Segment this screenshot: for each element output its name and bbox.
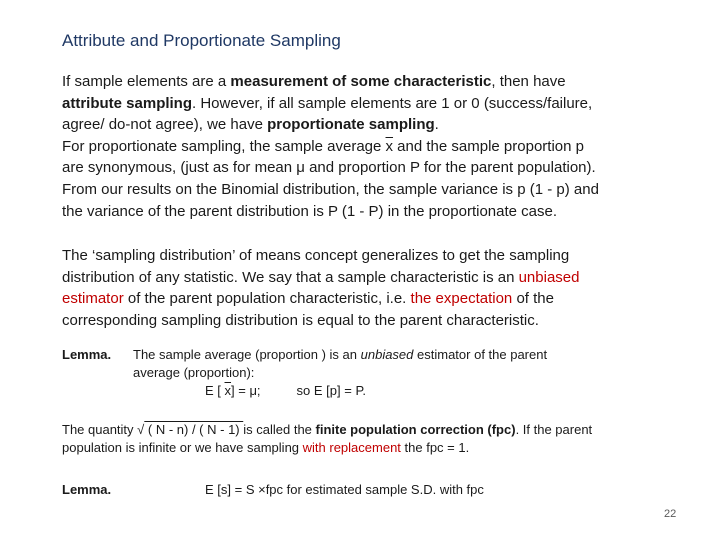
unbiased-term: unbiased bbox=[518, 268, 580, 286]
lemma1-l1-text: The sample average (proportion ) is an bbox=[133, 347, 361, 362]
fpc-l2-tail: the fpc = 1. bbox=[400, 440, 470, 455]
p2-line-3 bbox=[62, 288, 672, 310]
p2-line-2 bbox=[62, 267, 672, 289]
fpc-quantity-text: The quantity √ bbox=[62, 422, 145, 437]
proportionate-sampling-term: proportionate sampling bbox=[267, 116, 435, 134]
fpc-l1-tail: . If the parent bbox=[515, 422, 593, 437]
measurement-term: measurement of some characteristic bbox=[230, 73, 492, 90]
lemma1-equation bbox=[133, 382, 547, 400]
expectation-term: the expectation bbox=[410, 290, 513, 308]
p1-l4-tail: and the sample proportion p bbox=[393, 137, 584, 155]
slide-title: Attribute and Proportionate Sampling bbox=[62, 31, 341, 50]
lemma1-line-1 bbox=[133, 346, 547, 364]
with-replacement-term: with replacement bbox=[302, 440, 401, 455]
p1-l4-text: For proportionate sampling, the sample average bbox=[62, 137, 386, 155]
p1-line-1 bbox=[62, 71, 672, 93]
eq-part-b: ] = μ; bbox=[231, 383, 261, 398]
p1-l1-tail: , then have bbox=[491, 73, 566, 90]
p2-l2-text: distribution of any statistic. We say that a sample characteristic is an bbox=[62, 268, 519, 286]
lemma1-label: Lemma. bbox=[62, 347, 112, 362]
p1-line-4 bbox=[62, 136, 672, 158]
attribute-sampling-term: attribute sampling bbox=[62, 94, 193, 112]
p1-line-5: are synonymous, (just as for mean μ and proportion P for the parent population). bbox=[62, 159, 596, 177]
lemma2-body: E [s] = S ×fpc for estimated sample S.D. with fpc bbox=[205, 482, 484, 497]
fpc-line-2 bbox=[62, 439, 592, 457]
p1-line-6: From our results on the Binomial distribution, the sample variance is p (1 - p) and bbox=[62, 180, 599, 198]
fpc-line-1 bbox=[62, 421, 592, 439]
paragraph-attribute-sampling bbox=[62, 71, 672, 222]
p1-l2-text: . However, if all sample elements are 1 or 0 (success/failure, bbox=[192, 94, 593, 112]
p2-line-4: corresponding sampling distribution is equal to the parent characteristic. bbox=[62, 311, 539, 329]
lemma1-unbiased: unbiased bbox=[360, 347, 414, 362]
eq-part-a: E [ bbox=[205, 383, 225, 398]
p1-l3-text: agree/ do-not agree), we have bbox=[62, 116, 268, 134]
p2-l3-text: of the parent population characteristic, i.e. bbox=[123, 290, 411, 308]
fpc-called-text: is called the bbox=[243, 422, 316, 437]
lemma1-line-2: average (proportion): bbox=[133, 365, 255, 380]
estimator-term: estimator bbox=[62, 290, 124, 308]
lemma1-l1-tail: estimator of the parent bbox=[413, 347, 548, 362]
x-bar-symbol: $\overline{x}$ bbox=[385, 137, 394, 155]
p1-line-2 bbox=[62, 93, 672, 115]
p2-line-1: The ‘sampling distribution’ of means concept generalizes to get the sampling bbox=[62, 247, 570, 264]
p2-l3-tail: of the bbox=[512, 290, 554, 308]
p1-l1-text: If sample elements are a bbox=[62, 73, 231, 90]
p1-line-7: the variance of the parent distribution is P (1 - P) in the proportionate case. bbox=[62, 202, 557, 220]
fpc-radicand: ( N - n) / ( N - 1) bbox=[144, 422, 244, 437]
eq-x-bar: $\overline{x}$ bbox=[224, 383, 232, 398]
fpc-l2-text: population is infinite or we have sampling bbox=[62, 440, 303, 455]
lemma2-label: Lemma. bbox=[62, 482, 112, 497]
paragraph-sampling-distribution bbox=[62, 245, 672, 331]
eq-part-c: so E [p] = P. bbox=[296, 383, 367, 398]
p1-line-3 bbox=[62, 114, 672, 136]
page-number: 22 bbox=[664, 508, 677, 520]
p1-l3-tail: . bbox=[434, 116, 439, 134]
lemma1-body bbox=[133, 346, 547, 400]
fpc-paragraph bbox=[62, 421, 592, 457]
fpc-term: finite population correction (fpc) bbox=[315, 422, 516, 437]
